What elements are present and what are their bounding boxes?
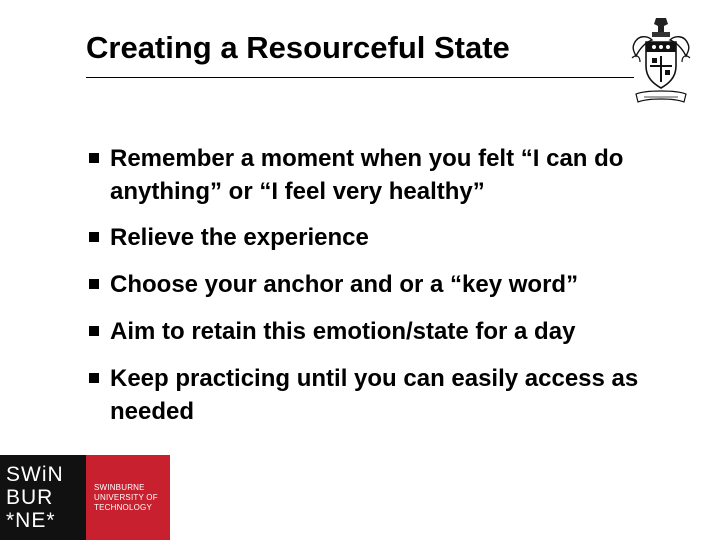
bullet-text: Aim to retain this emotion/state for a day — [110, 318, 576, 345]
bullet-text: Keep practicing until you can easily access as needed — [110, 365, 639, 425]
logo-mark-line: SWiN — [6, 463, 64, 486]
square-bullet-icon — [89, 232, 99, 242]
square-bullet-icon — [89, 153, 99, 163]
square-bullet-icon — [89, 373, 99, 383]
bullet-item — [86, 268, 686, 301]
coat-of-arms-icon — [626, 14, 696, 106]
swinburne-logo — [0, 455, 170, 540]
bullet-text: Remember a moment when you felt “I can do anything” or “I feel very healthy” — [110, 145, 624, 205]
square-bullet-icon — [89, 326, 99, 336]
bullet-list — [86, 142, 686, 428]
logo-text-line: TECHNOLOGY — [94, 502, 153, 512]
bullet-item — [86, 142, 686, 205]
logo-mark — [0, 455, 86, 540]
logo-text-line: UNIVERSITY OF — [94, 492, 158, 502]
title-divider — [86, 77, 634, 78]
bullet-text: Choose your anchor and or a “key word” — [110, 271, 579, 298]
square-bullet-icon — [89, 279, 99, 289]
logo-mark-line: BUR — [6, 486, 54, 509]
bullet-item — [86, 362, 686, 428]
slide-title: Creating a Resourceful State — [86, 30, 510, 65]
logo-mark-line: *NE* — [6, 509, 56, 532]
bullet-item — [86, 315, 686, 348]
logo-wordmark — [86, 455, 170, 540]
bullet-item — [86, 221, 686, 254]
bullet-text: Relieve the experience — [110, 224, 369, 251]
logo-text-line: SWINBURNE — [94, 482, 145, 492]
